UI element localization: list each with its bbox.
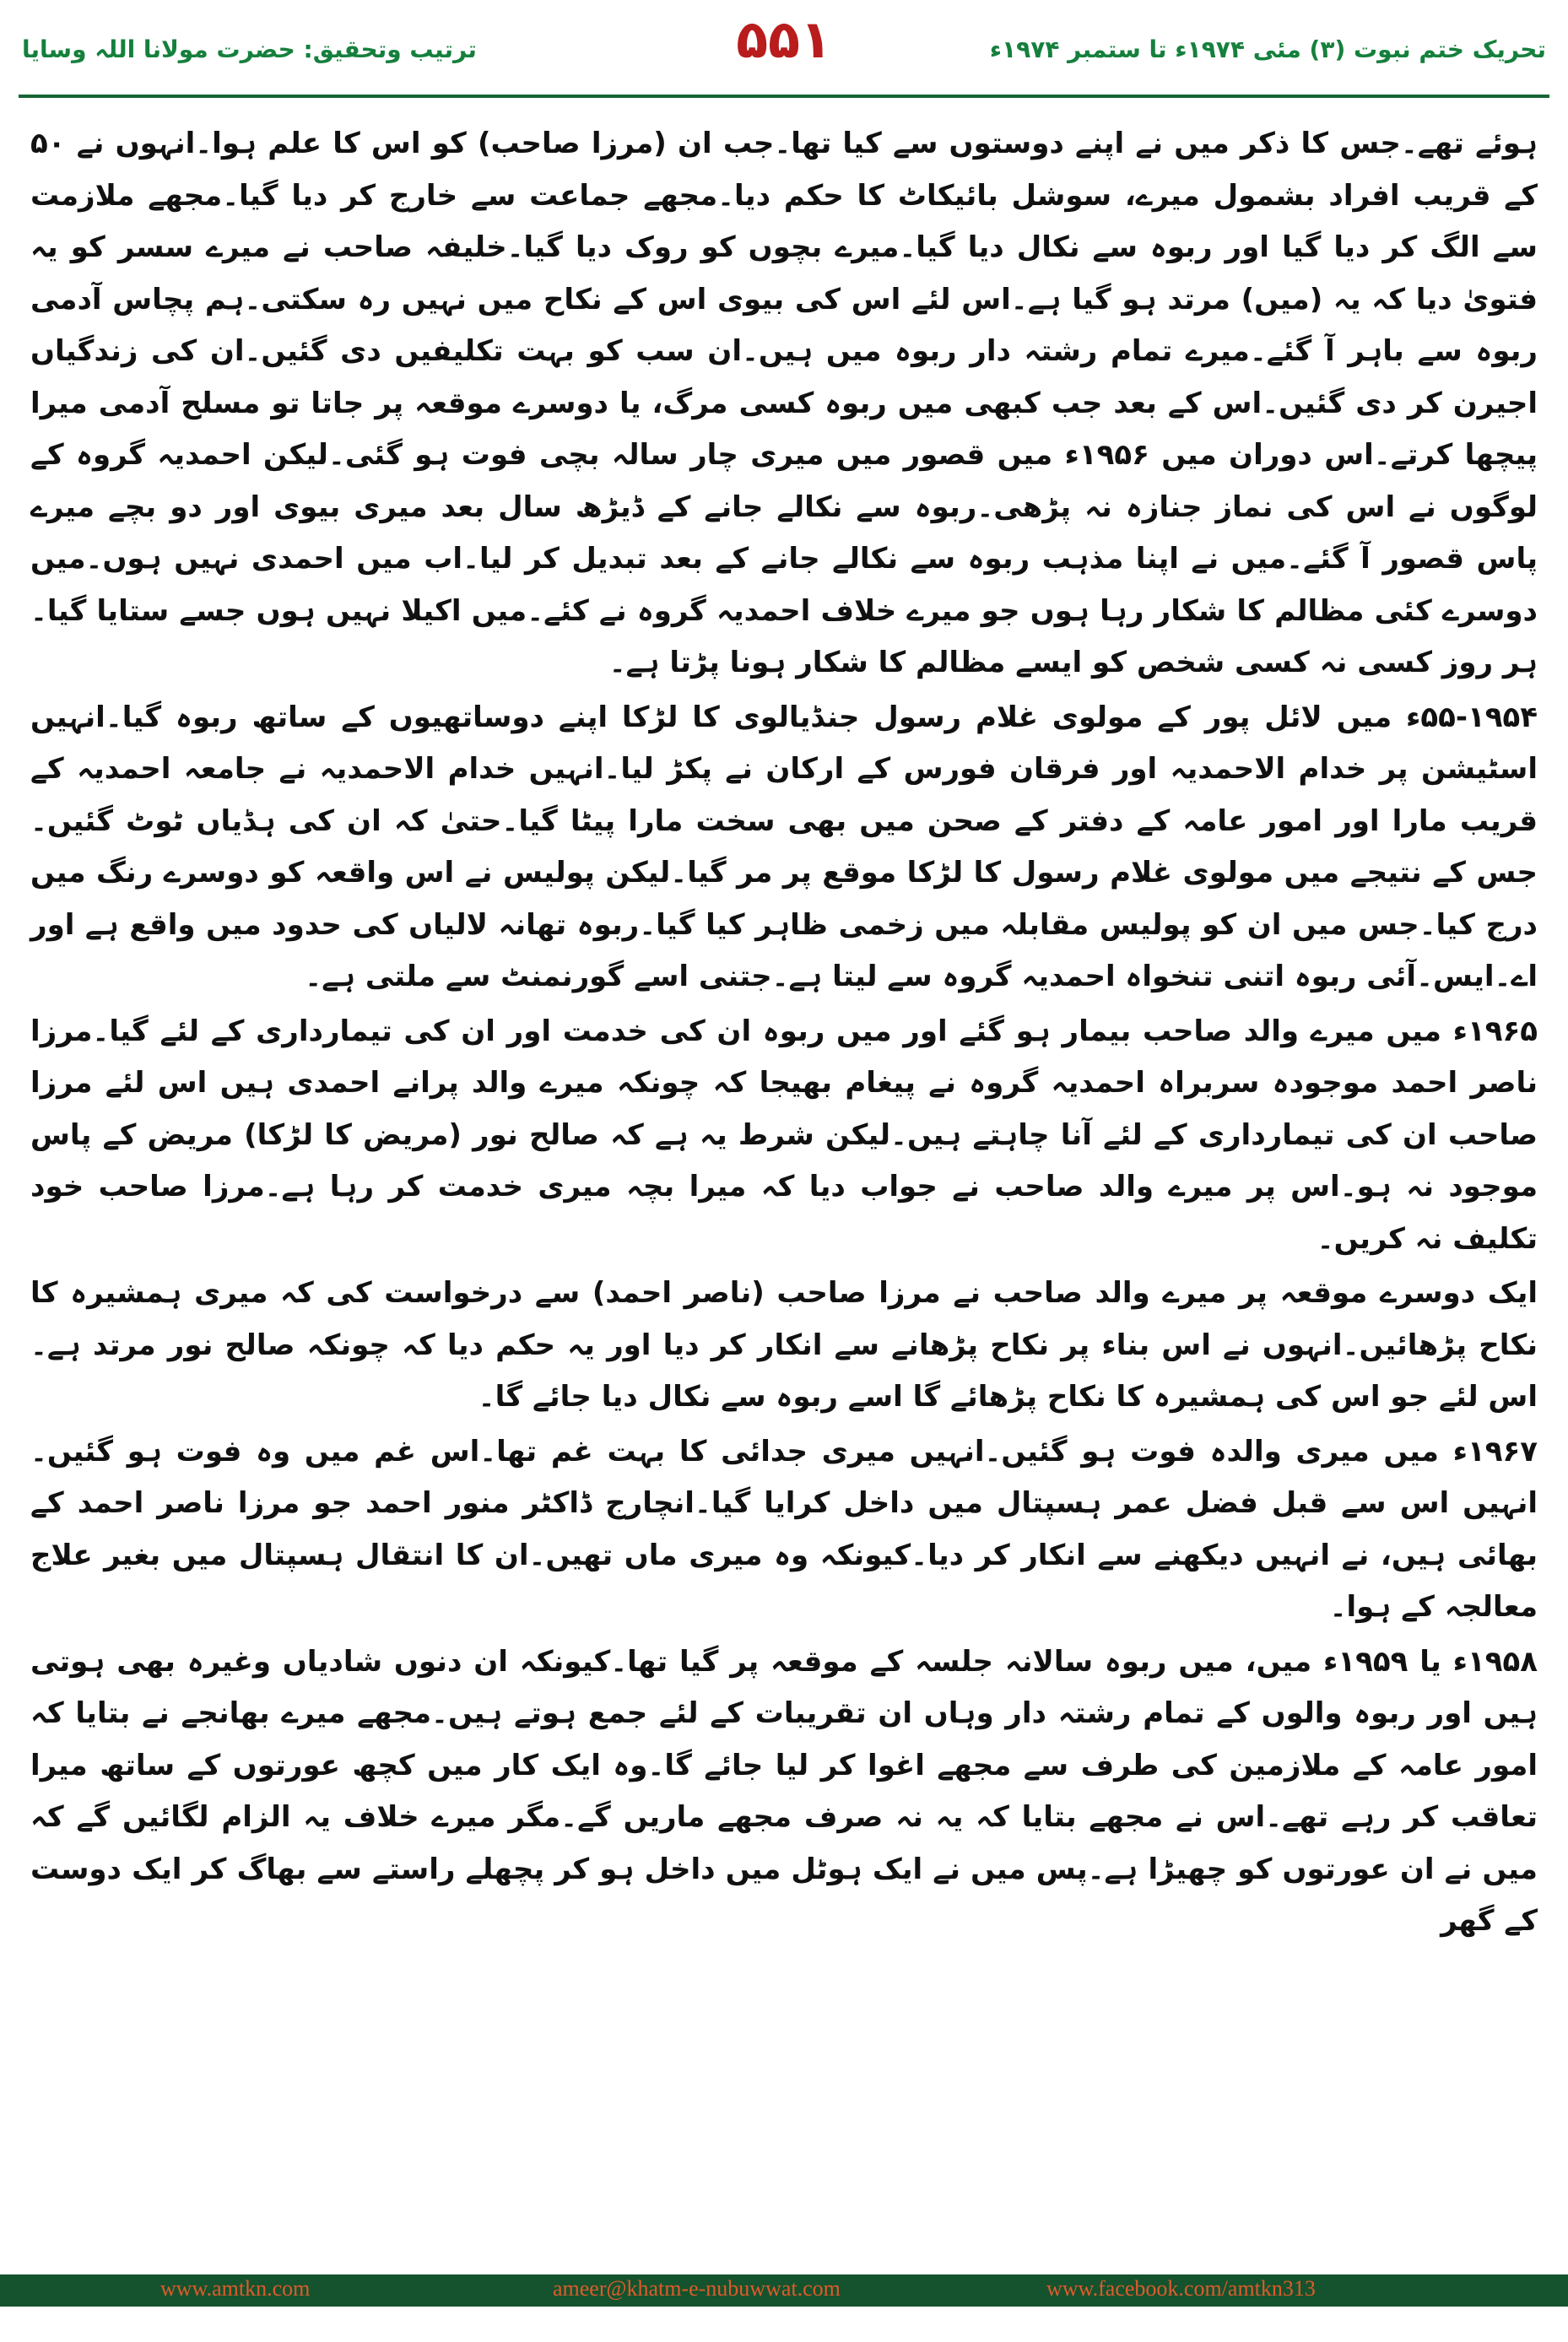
paragraph-3: ۱۹۶۵ء میں میرے والد صاحب بیمار ہو گئے اور میں ربوہ ان کی خدمت اور ان کی تیمارداری کے لئے گیا۔مرزا ناصر احمد موجودہ سربراہ احمدیہ گروہ نے پیغام بھیجا کہ چونکہ میرے والد پرانے احمدی ہیں اس لئے مرزا صاحب ان کی تیمارداری کے لئے آنا چاہتے ہیں۔لیکن شرط یہ ہے کہ صالح نور (مریض کا لڑکا) مریض کے پاس موجود نہ ہو۔اس پر میرے والد صاحب نے جواب دیا کہ میرا بچہ میری خدمت کر رہا ہے۔مرزا صاحب خود تکلیف نہ کریں۔ <box>30 1014 1538 1256</box>
email-link[interactable]: ameer@khatm-e-nubuwwat.com <box>553 2276 841 2301</box>
page-number: ۵۵۱ <box>736 8 832 70</box>
paragraph-2: ۵۵-۱۹۵۴ء میں لائل پور کے مولوی غلام رسول جنڈیالوی کا لڑکا اپنے دوساتھیوں کے ساتھ ربوہ گیا۔انہیں اسٹیشن پر خدام الاحمدیہ اور فرقان فورس کے ارکان نے پکڑ لیا۔انہیں خدام الاحمدیہ نے جامعہ احمدیہ کے قریب مارا اور امور عامہ کے دفتر کے صحن میں بھی سخت مارا پیٹا گیا۔حتیٰ کہ ان کی ہڈیاں ٹوٹ گئیں۔جس کے نتیجے میں مولوی غلام رسول کا لڑکا موقع پر مر گیا۔لیکن پولیس نے اس واقعہ کو دوسرے رنگ میں درج کیا۔جس میں ان کو پولیس مقابلہ میں زخمی ظاہر کیا گیا۔ربوہ تھانہ لالیاں کی حدود میں واقع ہے اور اے۔ایس۔آئی ربوہ اتنی تنخواہ احمدیہ گروہ سے لیتا ہے۔جتنی اسے گورنمنٹ سے ملتی ہے۔ <box>30 700 1538 993</box>
facebook-link[interactable]: www.facebook.com/amtkn313 <box>1046 2276 1316 2301</box>
paragraph-4: ایک دوسرے موقعہ پر میرے والد صاحب نے مرزا صاحب (ناصر احمد) سے درخواست کی کہ میری ہمشیرہ کا نکاح پڑھائیں۔انہوں نے اس بناء پر نکاح پڑھانے سے انکار کر دیا اور یہ حکم دیا کہ چونکہ صالح نور مرتد ہے۔اس لئے جو اس کی ہمشیرہ کا نکاح پڑھائے گا اسے ربوہ سے نکال دیا جائے گا۔ <box>30 1276 1538 1414</box>
page-header <box>0 0 1568 114</box>
compiler-credit: ترتیب وتحقیق: حضرت مولانا اللہ وسایا <box>22 35 477 63</box>
page-footer <box>0 2274 1568 2342</box>
page-body <box>30 118 1538 2220</box>
paragraph-5: ۱۹۶۷ء میں میری والدہ فوت ہو گئیں۔انہیں میری جدائی کا بہت غم تھا۔اس غم میں وہ فوت ہو گئیں۔انہیں اس سے قبل فضل عمر ہسپتال میں داخل کرایا گیا۔انچارج ڈاکٹر منور احمد جو مرزا ناصر احمد کے بھائی ہیں، نے انہیں دیکھنے سے انکار کر دیا۔کیونکہ وہ میری ماں تھیں۔ان کا انتقال ہسپتال میں بغیر علاج معالجہ کے ہوا۔ <box>30 1434 1538 1624</box>
footer-bar <box>0 2274 1568 2307</box>
paragraph-6: ۱۹۵۸ء یا ۱۹۵۹ء میں، میں ربوہ سالانہ جلسہ کے موقعہ پر گیا تھا۔کیونکہ ان دنوں شادیاں وغیرہ بھی ہوتی ہیں اور ربوہ والوں کے تمام رشتہ دار وہاں ان تقریبات کے لئے جمع ہوتے ہیں۔مجھے میرے بھانجے نے بتایا کہ امور عامہ کے ملازمین کی طرف سے مجھے اغوا کر لیا جائے گا۔وہ ایک کار میں کچھ عورتوں کے ساتھ میرا تعاقب کر رہے تھے۔اس نے مجھے بتایا کہ یہ نہ صرف مجھے ماریں گے۔مگر میرے خلاف یہ الزام لگائیں گے کہ میں نے ان عورتوں کو چھیڑا ہے۔پس میں نے ایک ہوٹل میں داخل ہو کر پچھلے راستے سے بھاگ کر ایک دوست کے گھر <box>30 1644 1538 1938</box>
header-divider <box>19 95 1549 98</box>
paragraph-1: ہوئے تھے۔جس کا ذکر میں نے اپنے دوستوں سے کیا تھا۔جب ان (مرزا صاحب) کو اس کا علم ہوا۔انہوں نے ۵۰ کے قریب افراد بشمول میرے، سوشل بائیکاٹ کا حکم دیا۔مجھے جماعت سے خارج کر دیا گیا۔مجھے ملازمت سے الگ کر دیا گیا اور ربوہ سے نکال دیا گیا۔میرے بچوں کو روک دیا گیا۔خلیفہ صاحب نے میرے سسر کو یہ فتویٰ دیا کہ یہ (میں) مرتد ہو گیا ہے۔اس لئے اس کی بیوی اس کے نکاح میں نہیں رہ سکتی۔ہم پچاس آدمی ربوہ سے باہر آ گئے۔میرے تمام رشتہ دار ربوہ میں ہیں۔ان سب کو بہت تکلیفیں دی گئیں۔ان کی زندگیاں اجیرن کر دی گئیں۔اس کے بعد جب کبھی میں ربوہ کسی مرگ، یا دوسرے موقعہ پر جاتا تو مسلح آدمی میرا پیچھا کرتے۔اس دوران میں ۱۹۵۶ء میں قصور میں میری چار سالہ بچی فوت ہو گئی۔لیکن احمدیہ گروہ کے لوگوں نے اس کی نماز جنازہ نہ پڑھی۔ربوہ سے نکالے جانے کے ڈیڑھ سال بعد میری بیوی اور دو بچے میرے پاس قصور آ گئے۔میں نے اپنا مذہب ربوہ سے نکالے جانے کے بعد تبدیل کر لیا۔اب میں احمدی نہیں ہوں۔میں دوسرے کئی مظالم کا شکار رہا ہوں جو میرے خلاف احمدیہ گروہ نے کئے۔میں اکیلا نہیں ہوں جسے ستایا گیا۔ہر روز کسی نہ کسی شخص کو ایسے مظالم کا شکار ہونا پڑتا ہے۔ <box>30 127 1538 679</box>
book-title: تحریک ختم نبوت (۳) مئی ۱۹۷۴ء تا ستمبر ۱۹۷۴ء <box>989 35 1546 63</box>
website-link[interactable]: www.amtkn.com <box>160 2276 311 2301</box>
